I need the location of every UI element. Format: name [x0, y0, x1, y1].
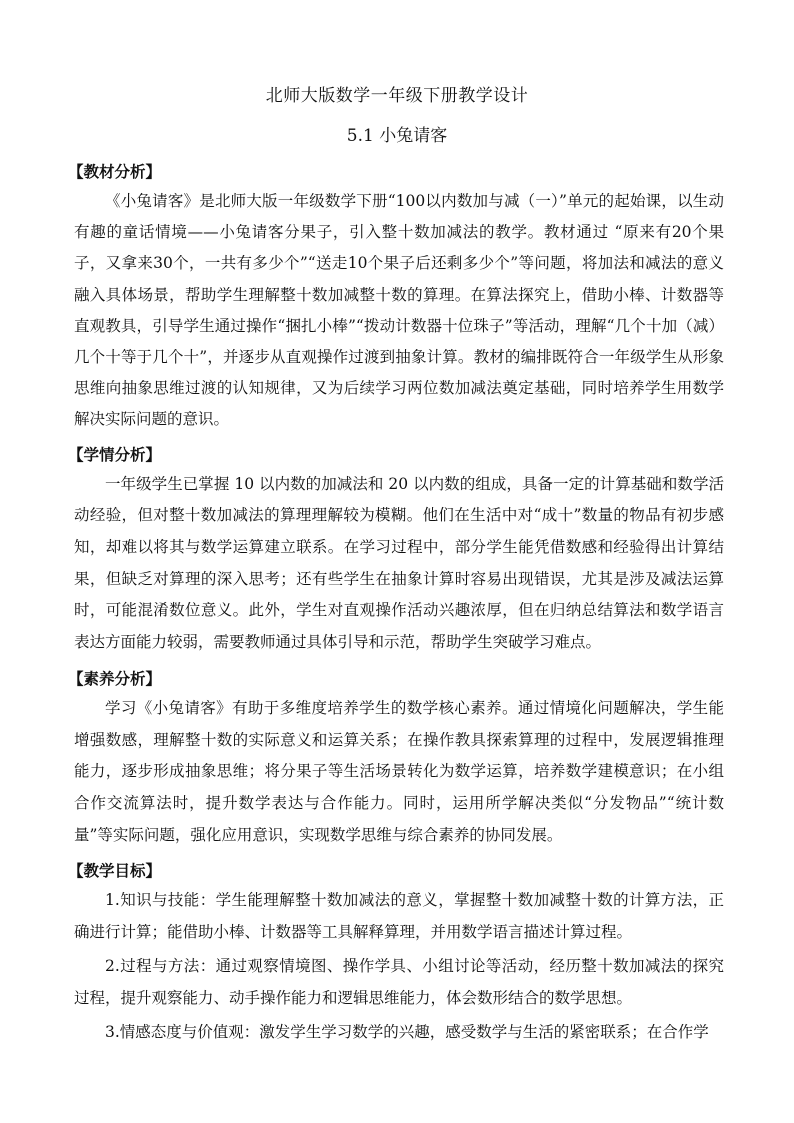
goal-item: 2.过程与方法：通过观察情境图、操作学具、小组讨论等活动，经历整十数加减法的探究过程，提升观察能力、动手操作能力和逻辑思维能力，体会数形结合的数学思想。 — [74, 957, 724, 1007]
section-material-analysis — [68, 158, 724, 436]
section-paragraph: 学习《小兔请客》有助于多维度培养学生的数学核心素养。通过情境化问题解决，学生能增强数感，理解整十数的实际意义和运算关系；在操作教具探索算理的过程中，发展逻辑推理能力，逐步形成抽象思维；将分果子等生活场景转化为数学运算，培养数学建模意识；在小组合作交流算法时，提升数学表达与合作能力。同时，运用所学解决类似“分发物品”“统计数量”等实际问题，强化应用意识，实现数学思维与综合素养的协同发展。 — [74, 698, 724, 844]
document-subtitle: 5.1 小兔请客 — [346, 126, 448, 146]
section-literacy-analysis — [68, 665, 724, 852]
section-paragraph: 《小兔请客》是北师大版一年级数学下册“100以内数加与减（一）”单元的起始课，以生动有趣的童话情境——小兔请客分果子，引入整十数加减法的教学。教材通过 “原来有20个果子，又拿来30个，一共有多少个”“送走10个果子后还剩多少个”等问题，将加法和减法的意义融入具体场景，帮助学生理解整十数加减整十数的算理。在算法探究上，借助小棒、计数器等直观教具，引导学生通过操作“捆扎小棒”“拨动计数器十位珠子”等活动，理解“几个十加（减）几个十等于几个十”，并逐步从直观操作过渡到抽象计算。教材的编排既符合一年级学生从形象思维向抽象思维过渡的认知规律，又为后续学习两位数加减法奠定基础，同时培养学生用数学解决实际问题的意识。 — [74, 192, 724, 429]
section-student-analysis — [68, 441, 724, 659]
section-heading: 【教材分析】 — [68, 162, 162, 181]
section-heading: 【学情分析】 — [68, 444, 162, 464]
document-body — [68, 158, 724, 1052]
section-heading: 【教学目标】 — [68, 861, 162, 881]
document-title: 北师大版数学一年级下册教学设计 — [265, 86, 529, 106]
goal-item: 1.知识与技能：学生能理解整十数加减法的意义，掌握整十数加减整十数的计算方法，正确进行计算；能借助小棒、计数器等工具解释算理，并用数学语言描述计算过程。 — [74, 891, 724, 941]
section-teaching-goals — [68, 857, 724, 1049]
section-heading: 【素养分析】 — [68, 668, 162, 688]
goal-item: 3.情感态度与价值观：激发学生学习数学的兴趣，感受数学与生活的紧密联系；在合作学 — [105, 1023, 709, 1042]
section-paragraph: 一年级学生已掌握 10 以内数的加减法和 20 以内数的组成，具备一定的计算基础和数学活动经验，但对整十数加减法的算理理解较为模糊。他们在生活中对“成十”数量的物品有初步感知，却难以将其与数学运算建立联系。在学习过程中，部分学生能凭借数感和经验得出计算结果，但缺乏对算理的深入思考；还有些学生在抽象计算时容易出现错误，尤其是涉及减法运算时，可能混淆数位意义。此外，学生对直观操作活动兴趣浓厚，但在归纳总结算法和数学语言表达方面能力较弱，需要教师通过具体引导和示范，帮助学生突破学习难点。 — [74, 474, 724, 652]
